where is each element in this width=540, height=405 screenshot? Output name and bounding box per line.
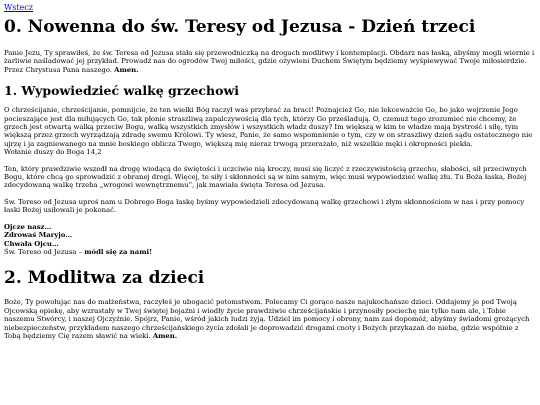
intro-text: Panie Jezu, Ty sprawiłeś, że św. Teresa od Jezusa stała się przewodniczką na drogach modlitwy i kontemplacji. Obdarz nas łaską, abyśmy mogli wiernie i żarliwie naśladować jej przykład. Prowadź nas do ogrodów Twej miłości, gdzie ożywieni Duchem Świętym będziemy wyśpiewywać Twoje miłosierdzie. Przez Chrystusa Pana naszego.: [4, 49, 535, 74]
back-link[interactable]: Wstecz: [4, 3, 33, 12]
prayer-invocation-prefix: Św. Tereso od Jezusa –: [4, 247, 85, 256]
children-prayer-text: Boże, Ty powołując nas do małżeństwa, raczyłeś je ubogacić potomstwem. Polecamy Ci gorąco nasze najukochańsze dzieci. Oddajemy je pod Twoją Ojcowską opiekę, aby wzrastały w Twej świętej bojaźni i wiodły życie prawdziwie chrześcijańskie i przynosiły pociechę nie tylko nam ale, i Tobie naszemu Stwórcy, i naszej Ojczyźnie. Spójrz, Panie, wśród jakich ludzi żyją. Udziel im pomocy i obrony, nam zaś dopomóż, abyśmy świadomi grożących niebezpieczeństw, przykładem naszego chrześcijańskiego życia zdołali je doprowadzić drogami cnoty i Bożych przykazań do nieba, gdzie wspólnie z Tobą będziemy Cię razem sławić na wieki.: [4, 298, 530, 340]
prayer-our-father-text: Ojcze nasz…: [4, 222, 52, 231]
children-prayer-amen: Amen.: [152, 331, 178, 340]
prayer-list: [4, 223, 535, 257]
children-prayer-paragraph: [4, 298, 535, 340]
commentary-paragraph: Ten, który prawdziwie wszedł na drogę wiodącą do świętości i uczciwie nią kroczy, musi się liczyć z rzeczywistością grzechu, słabości, sił przeciwnych Bogu, które chcą go sprowadzić z obranej drogi. Więcej, te siły i skłonności są w nim samym, więc musi wypowiedzieć walkę złu. Tu Boża łaska, Bożej zdecydowaną walkę trzeba „wrogowi wewnętrznemu”, jak mawiała święta Teresa od Jezusa.: [4, 164, 527, 190]
intercession-paragraph: Św. Tereso od Jezusa uproś nam u Dobrego Boga łaskę byśmy wypowiedzieli zdecydowaną walkę grzechowi i złym skłonnościom w nas i przy pomocy łaski Bożej usiłowali je pokonać.: [4, 197, 525, 215]
page-title: 0. Nowenna do św. Teresy od Jezusa - Dzień trzeci: [4, 17, 476, 37]
prayer-glory-be: [4, 240, 535, 248]
prayer-invocation: [4, 248, 535, 256]
quote-text: O chrześcijanie, chrześcijanie, pomnijcie, że ten wielki Bóg raczył was przybrać za braci! Poznajcież Go, nie lekceważcie Go, bo jako wejrzenie Jego pocieszające jest dla miłujących Go, tak płonie straszliwą zapalczywością dla tych, którzy Go prześladują. O, czemuż tego zrozumieć nie chcemy, że grzech jest otwartą walką przeciw Bogu, walką wszystkich zmysłów i wszystkich władz duszy? Im większą w kim te władze mają bystrość i siłę, tym większą przez grzech wyrządzają zdradę swemu Królowi. Ty wiesz, Panie, że samo wspomnienie o tym, czy w on straszliwy dzień sądu ostatecznego nie ujrzę i ja zagniewanego na mnie boskiego oblicza Twego, większą mię nieraz trwogą przerażało, niż wszelkie męki i okropności piekła.: [4, 106, 533, 148]
intro-prayer: [4, 49, 535, 74]
section-heading-children-prayer: 2. Modlitwa za dzieci: [4, 268, 205, 289]
prayer-hail-mary-text: Zdrowaś Maryjo…: [4, 231, 73, 240]
quote-paragraph: [4, 106, 535, 156]
prayer-hail-mary: [4, 231, 535, 239]
section-heading-fight-sin: 1. Wypowiedzieć walkę grzechowi: [4, 83, 239, 99]
prayer-invocation-response: módl się za nami!: [84, 247, 153, 256]
intro-amen: Amen.: [114, 65, 139, 74]
quote-source: Wołanie duszy do Boga 14,2: [4, 148, 102, 157]
prayer-our-father: [4, 223, 535, 231]
prayer-glory-be-text: Chwała Ojcu…: [4, 239, 59, 248]
